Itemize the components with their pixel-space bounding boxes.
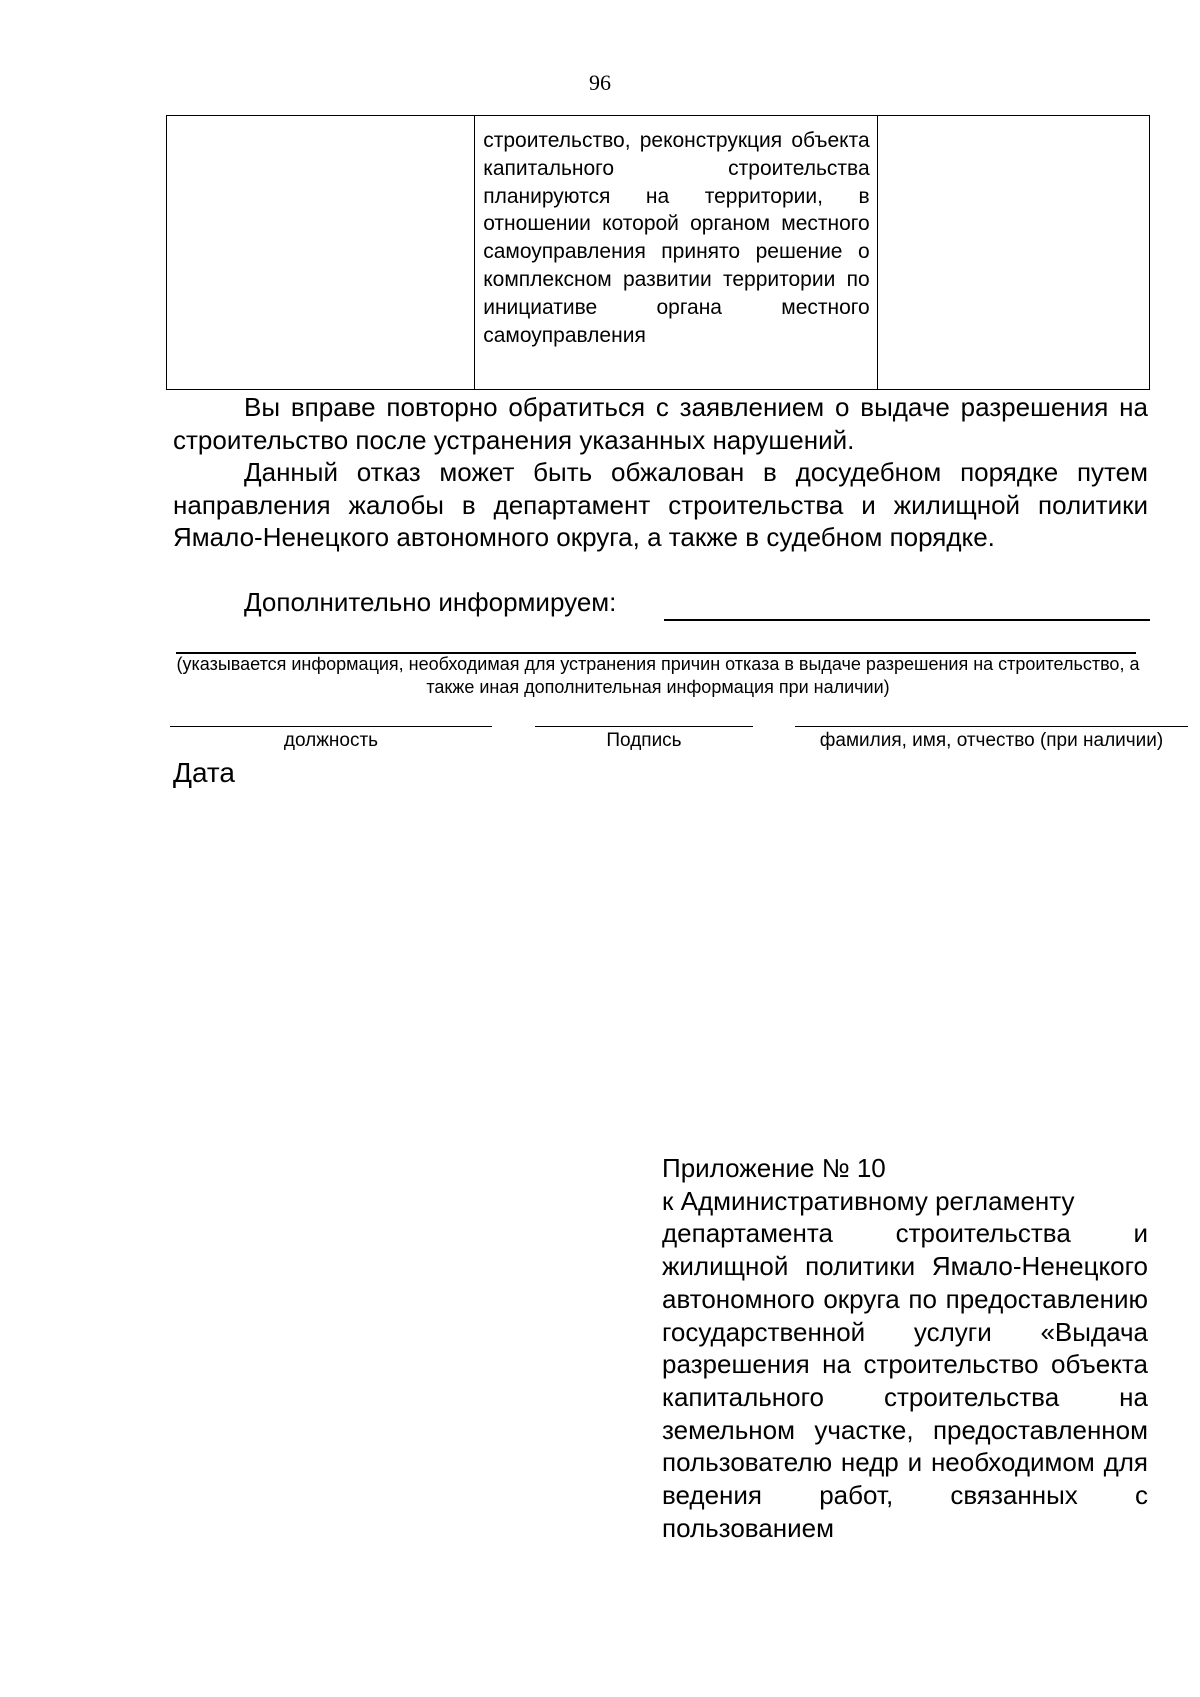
paragraph-reapply: Вы вправе повторно обратиться с заявлением о выдаче разрешения на строительство после устранения указанных нарушений. (173, 392, 1148, 455)
sign-label: Подпись (606, 730, 682, 751)
paragraph-additional-info: Дополнительно информируем: (244, 587, 617, 617)
table-cell-content: строительство, реконструкция объекта капитального строительства планируются на территории, в отношении которой органом местного самоуправления принято решение о комплексном развитии территории по инициативе органа местного самоуправления (483, 129, 870, 347)
reasons-table (166, 115, 1150, 390)
table-cell-text (475, 116, 877, 390)
page-number: 96 (589, 70, 611, 95)
paragraph-appeal: Данный отказ может быть обжалован в досудебном порядке путем направления жалобы в департамент строительства и жилищной политики Ямало-Ненецкого автономного округа, а также в судебном порядке. (173, 457, 1148, 552)
appendix-reference: к Административному регламенту (662, 1185, 1075, 1216)
full-name-label: фамилия, имя, отчество (при наличии) (819, 730, 1164, 751)
sign-signature-line (535, 726, 753, 727)
additional-info-caption: (указывается информация, необходимая для устранения причин отказа в выдаче разрешения на строительство, а также иная дополнительная информация при наличии) (176, 654, 1140, 697)
position-signature-line (170, 726, 492, 727)
name-signature-line (795, 726, 1188, 727)
table-row (167, 116, 1150, 390)
table-cell-empty-right (877, 116, 1149, 390)
position-label: должность (283, 730, 379, 751)
appendix-title: Приложение № 10 (662, 1153, 886, 1183)
table-cell-empty-left (167, 116, 475, 390)
date-label: Дата (173, 757, 236, 788)
appendix-header (662, 1152, 1148, 1544)
additional-info-fill-line (664, 619, 1150, 621)
appendix-description: департамента строительства и жилищной политики Ямало-Ненецкого автономного округа по предоставлению государственной услуги «Выдача разрешения на строительство объекта капитального строительства на земельном участке, предоставленном пользователю недр и необходимом для ведения работ, связанных с пользованием (662, 1218, 1148, 1543)
